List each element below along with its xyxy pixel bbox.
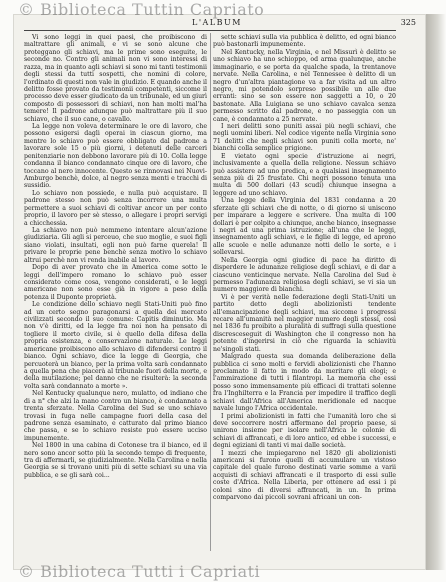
paragraph: La legge non voleva determinare le ore di lavoro, che possono esigersi dagli operai in ciascun giorno, ma mentre lo schiavo può essere obbligato dal padrone a lavorare sole 15 o più giorni, i detenuti delle carceri penitenziarie non debbono lavorare più di 10. Colla legge condanna il bianco condannato cinque ore di lavoro, che toccano al nero innocente. Questo se rinnovasi nei Nuovi-Amburgo benchè, dolce, al negro senza menti e tracchi di sussidio. [24,123,207,190]
paragraph: La schiavo non può nemmeno intentare alcun'azione giudiziaria. Gli agli si perceuo, che suo moglie, e suoi figli siano violati, insultati, egli non può farne querela! Il privare le proprie pene benchè senza motivo lo schiavo altrui perchè non vi renda inabile al lavoro. [24,226,207,264]
paragraph: Nel Kentucky qualunque nero, mulatto, od indiano che di a n° che alzi la mano contro un bianco, è condannato a trenta sferzate. Nella Carolina del Sud se uno schiavo trovasi in fuga nelle campagne fuori della casa del padrone senza esaminato, e catturato dal primo bianco che passa, e se lo schiavo resiste può essere ucciso impunemente. [24,390,207,442]
running-header [24,18,416,30]
paragraph: Lo schiavo non possiede, e nulla può acquistare. Il padrone stesso non può senza incorrere una multa permettere a suoi schiavi di coltivar ancor un per conto proprio, il lavoro per sè stesso, o allegare i propri servigi a chicchessia. [24,189,207,227]
paragraph: Una legge della Virginia del 1831 condanna a 20 sferzate gli schiavi che di notte, o di giorno si uniscono per imparare a leggere e scrivere. Una multa di 100 dollari è per colpito a chiunque, anche bianco, insegnasse i negri ad una prima istruzione; all'una che le leggi, insegnamento agli schiavi, e le figlie di legge, ed aprono alle scuole e nelle adunanze notti dello le sorte, e i sollevarsi. [213,197,396,257]
text-column-right [213,34,396,502]
paragraph: I neri delitti sono puniti assai più negli schiavi, che negli uomini liberi. Nel codice vigente nella Virginia sono 71 delitti che negli schiavi son puniti colla morte, ne' bianchi colla semplice prigione. [213,123,396,153]
paragraph: I primi abolizionisti in fatti che l'umanità loro che si deve soccorrere nostri affermano del proprio paese, si unirono insieme per isolare nell'Africa le colonie di schiavi di affrancati, e di loro antico, ed ebbe i successi, e degni egiziani di tanti vi mai dalle società. [213,412,396,450]
watermark-bottom: © Biblioteca Tutti i Capriati [18,562,261,581]
paragraph: Dopo di aver provato che in America come sotto le leggi dell'impero romano lo schiavo può esser considerato come cosa, vengono considerati, e le leggi americane non sono esse già in vigore a peso della potenza il Duponte proprietà. [24,264,207,301]
column-divider [210,33,211,551]
paragraph: I mezzi che impiegarono nel 1820 gli abolizionisti americani si furono quelli di accumulare un vistoso capitale del quale furono destinati varie somme a varii acquisti di schiavi affrancati e il trasporto di essi sulle coste d'Africa. Nella Liberia, per ottenere ad essi i pi coloni sino di diversi affrancati, in un. In prima comparvono dai piccoli sovrani africani un con- [213,449,396,502]
paragraph: Nel 1800 in una cabina di Cotonese tra il bianco, ed il nero sono ancor sotto più la secondo tempo di frequente, tra di affermarli, se giudizialmente. Nella Carolina e nella Georgia se si trovano uniti più di sette schiavi su una via pubblica, e se gli sarà coi... [24,442,207,479]
journal-title: L'ALBUM [192,18,242,27]
paragraph: Nella Georgia ogni giudice di pace ha diritto di disperdere le adunanze religiose degli schiavi, e di dar a ciascuno venticinque nervate. Nella Carolina del Sud è permesso l'adunanza religiosa degli schiavi, se vi sia un numero maggiore di bianchi. [213,256,396,294]
paragraph: Vi sono leggi in quei paesi, che proibiscono di maltrattare gli animali, e vi se sono alcune che proteggano gli schiavi, ma le prime sono eseguite, le seconde no. Contro gli animali non vi sono interessi di razza, ma in quanto agli schiavi si sono mi tanti testimonii degli stessi da tutti sospetti, che nomini di colore, l'ordinato di questi non vale in giudizio. E quando anche il delitto fosse provato da testimonii competenti, siccome il processo deve esser giudicato da un tribunale, ed un giurì composto di possessori di schiavi, non han molti mal'ha temere! Il padrone adunque può maltrattare più il suo schiavo, che il suo cane, o cavallo. [24,34,207,123]
page-edge-shadow [426,14,446,570]
paragraph: sette schiavi sulla via pubblica è delitto, ed ogni bianco può bastonarli impunemente. [213,34,396,49]
paragraph: Vi è per verità nelle federazione degli Stati-Uniti un partito detto degli abolizionisti tendente all'emancipazione degli schiavi, ma siccome i progressi recare all'umanità nel maggior numero degli stessi, così nel 1836 fu proibito a pluralità di suffragi sulla questione discresceseguit di Washington che il congresso non ha potente d'ingerirsi in ciò che riguarda la schiavitù ne'singoli stati. [213,293,396,353]
text-column-left [24,34,207,479]
header-rule [24,30,396,31]
paragraph: Malgrado questa sua domanda deliberazione della pubblica ci sono molti e fervidi abolizionisti che l'hanno proclamato il fatto in modo da meritare gli elogi; e l'ammirazione di tutti i filantropi. La memoria che essi posso sono immensamente più efficaci di trattati solenne fra l'Inghilterra e la Francia per impedire il traffico degli schiavi dall'Africa all'America meridionale ed nacque navale lungo l'Africa occidentale. [213,353,396,413]
watermark-top: © Biblioteca Tuttin Capriato [18,0,265,19]
paragraph: E vietato ogni specie d'istruzione ai negri, inclusivamente a quella della religione. Nessun schiavo può assistere ad uno predica, e a qualsiasi insegnamento senza più di 25 frustate. Chi negri possono tenuta una multa di 500 dollari (43 scudi) chiunque insegna a leggere ad uno schiavo. [213,152,396,197]
paragraph: Le condizione dello schiavo negli Stati-Uniti può fino ad un certo segno paragonarsi a quella dei mercato civilizzati secondo il suo comune: Capitis diminutio. Ma non v'è diritti, ed la legge fra noi non ha pensato di togliere il morto civile, si è quello della difesa della propria esistenza, e conservazione naturale. Le leggi americane proibiscono allo schiavo di difendersi contro il bianco. Ogni schiavo, dice la legge di Georgia, che percuoterà un bianco, per la prima volta sarà condannato a quella pena che piacerà al tribunale fuori della morte, e della mutilazione; pel danno che ne risulterà: la seconda volta sarà condannato a morte ». [24,301,207,390]
paragraph: Nel Kentucky, nella Virginia, e nel Missurì è delitto se uno schiavo ha uno schioppo, od arma qualunque, anche immaginario, e se porta da qualche spada, la trentanove nervate. Nella Carolina, e nel Tennessee è delitto di un negro d'un'altra piantagione va a far visita ad un altro negro, mi potendolo sorpreso possibile un alle due erranti: sino se son essere non saggetti a 10, o 20 bastonate. Alla Luigiana se uno schiavo cavalca senza permesso scritto dal padrone, e no passeggia con un cane, è condannato a 25 nervate. [213,48,396,123]
page-number: 325 [400,18,416,27]
